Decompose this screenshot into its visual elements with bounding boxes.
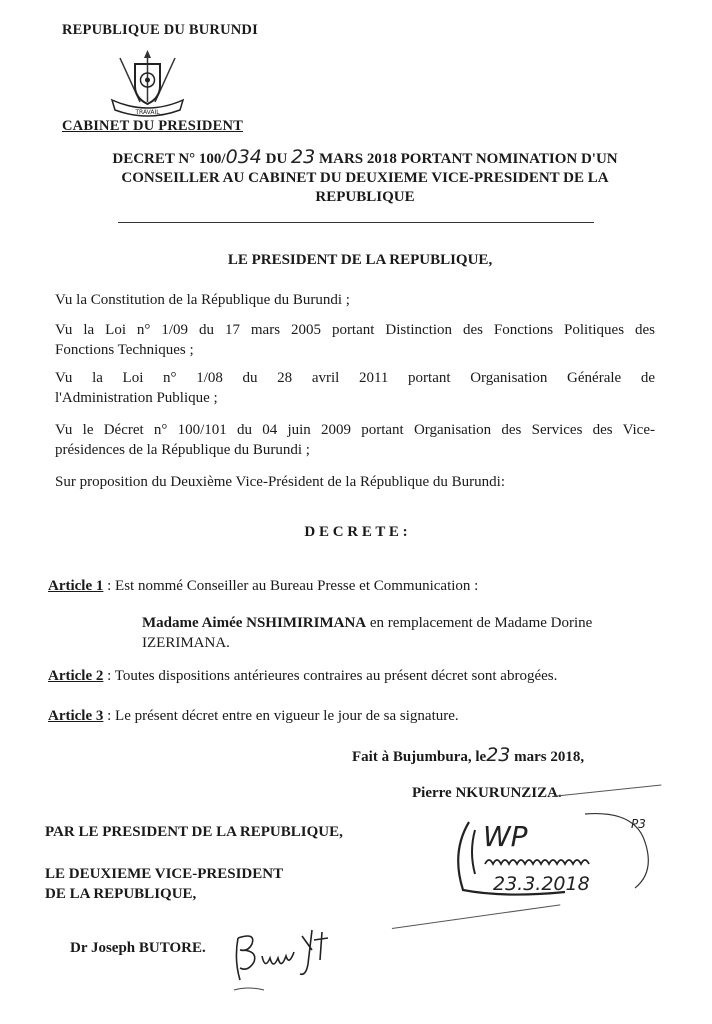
signatory-name: Pierre NKURUNZIZA. <box>412 785 562 801</box>
place-prefix: Fait à Bujumbura, le <box>352 749 487 765</box>
appointee-line2: IZERIMANA. <box>142 635 230 651</box>
stamp-corner-mark: P3 <box>631 817 646 831</box>
date-suffix: mars 2018, <box>514 749 585 765</box>
vp-title-line1: LE DEUXIEME VICE-PRESIDENT <box>45 866 284 882</box>
place-date-line <box>352 744 584 766</box>
recital-line: Vu la Loi n° 1/09 du 17 mars 2005 portant Distinction des Fonctions Politiques des <box>55 322 655 338</box>
presidential-stamp-signature <box>445 812 665 902</box>
vp-title-line2: DE LA REPUBLIQUE, <box>45 886 197 902</box>
date-day-handwritten: 23 <box>486 744 511 766</box>
president-heading: LE PRESIDENT DE LA REPUBLIQUE, <box>227 252 493 268</box>
recital-line: Sur proposition du Deuxième Vice-Président de la République du Burundi: <box>55 474 505 490</box>
article-3-text: : Le présent décret entre en vigueur le jour de sa signature. <box>103 708 459 724</box>
decree-title-line2: CONSEILLER AU CABINET DU DEUXIEME VICE-PRESIDENT DE LA <box>121 170 609 186</box>
article-3 <box>48 708 459 725</box>
recital-line: Vu le Décret n° 100/101 du 04 juin 2009 portant Organisation des Services des Vice- <box>55 422 655 438</box>
recital-proposition <box>55 472 655 492</box>
decree-title-rest: MARS 2018 PORTANT NOMINATION D'UN <box>318 151 618 167</box>
decree-title <box>70 148 660 207</box>
recital-line: présidences de la République du Burundi ; <box>55 442 310 458</box>
decree-number-prefix: DECRET N° 100/ <box>112 151 226 167</box>
article-3-label: Article 3 <box>48 708 104 724</box>
cabinet-heading: CABINET DU PRESIDENT <box>62 118 243 134</box>
article-2-text: : Toutes dispositions antérieures contraires au présent décret sont abrogées. <box>103 668 558 684</box>
recital-line: l'Administration Publique ; <box>55 390 218 406</box>
signatory-flourish-line <box>552 785 662 798</box>
recital-loi-1-08 <box>55 368 655 408</box>
appointee-block <box>142 613 647 653</box>
article-2 <box>48 668 557 685</box>
stamp-date-handwritten: 23.3.2018 <box>493 873 590 895</box>
decree-title-line1 <box>70 148 660 169</box>
decree-title-line3: REPUBLIQUE <box>315 189 415 205</box>
title-divider <box>118 222 594 223</box>
appointee-replacement: en remplacement de Madame Dorine <box>366 615 593 631</box>
decree-du: DU <box>265 151 288 167</box>
decree-day-handwritten: 23 <box>291 146 316 168</box>
vp-handwritten-signature <box>228 920 358 992</box>
stamp-initials: WP <box>483 820 528 853</box>
decrete-heading: D E C R E T E : <box>304 524 408 540</box>
emblem-motto: TRAVAIL <box>135 109 160 116</box>
appointee-name: Madame Aimée NSHIMIRIMANA <box>142 615 367 631</box>
recital-line: Vu la Loi n° 1/08 du 28 avril 2011 portant Organisation Générale de <box>55 370 655 386</box>
decree-number-handwritten: 034 <box>225 146 262 168</box>
recital-line: Vu la Constitution de la République du Burundi ; <box>55 292 350 308</box>
article-1-label: Article 1 <box>48 578 104 594</box>
vp-name: Dr Joseph BUTORE. <box>70 940 206 956</box>
stamp-underline <box>392 904 561 930</box>
article-1-text: : Est nommé Conseiller au Bureau Presse et Communication : <box>103 578 479 594</box>
article-1 <box>48 578 478 595</box>
recital-constitution <box>55 290 655 310</box>
country-name: REPUBLIQUE DU BURUNDI <box>62 22 258 38</box>
coat-of-arms-emblem <box>100 50 195 120</box>
article-2-label: Article 2 <box>48 668 104 684</box>
appointee-line1 <box>142 613 647 633</box>
recital-decret-100-101 <box>55 420 655 460</box>
recital-loi-1-09 <box>55 320 655 360</box>
recital-line: Fonctions Techniques ; <box>55 342 194 358</box>
vp-title <box>45 864 283 904</box>
par-le-president: PAR LE PRESIDENT DE LA REPUBLIQUE, <box>45 824 343 840</box>
